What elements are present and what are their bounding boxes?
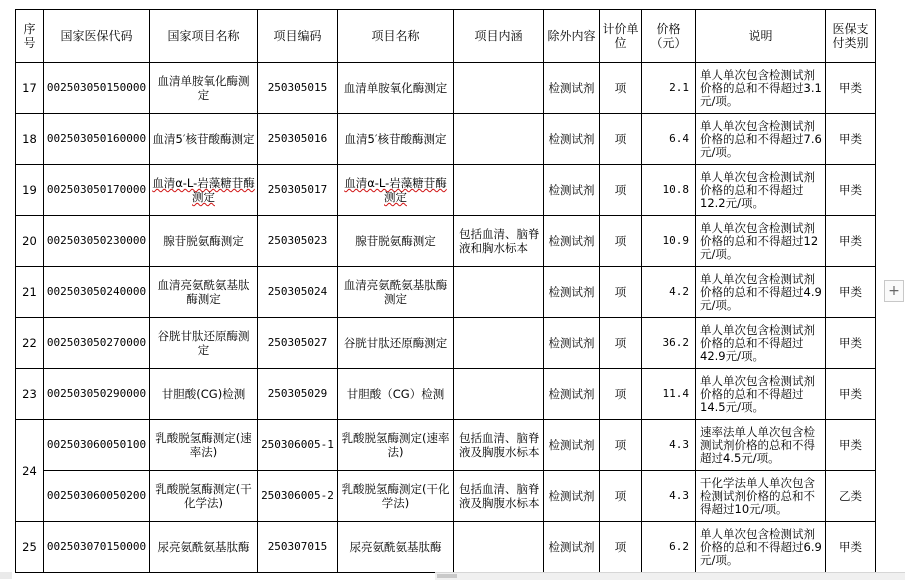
price-table [15, 9, 876, 573]
cell-unit: 项 [600, 267, 642, 318]
cell-national-name: 甘胆酸(CG)检测 [150, 369, 258, 420]
cell-item-name: 甘胆酸（CG）检测 [338, 369, 454, 420]
cell-note: 单人单次包含检测试剂价格的总和不得超过42.9元/项。 [696, 318, 826, 369]
cell-seq: 19 [16, 165, 44, 216]
cell-unit: 项 [600, 471, 642, 522]
table-row [16, 522, 876, 573]
cell-note: 单人单次包含检测试剂价格的总和不得超过14.5元/项。 [696, 369, 826, 420]
cell-exclusion: 检测试剂 [544, 114, 600, 165]
cell-national-code: 002503050150000 [44, 63, 150, 114]
table-row [16, 420, 876, 471]
header-national-code: 国家医保代码 [44, 10, 150, 63]
cell-price: 2.1 [642, 63, 696, 114]
cell-note: 干化学法单人单次包含检测试剂价格的总和不得超过10元/项。 [696, 471, 826, 522]
cell-category: 甲类 [826, 63, 876, 114]
cell-exclusion: 检测试剂 [544, 165, 600, 216]
cell-item-name: 腺苷脱氨酶测定 [338, 216, 454, 267]
cell-national-name: 血清α-L-岩藻糖苷酶测定 [150, 165, 258, 216]
cell-national-code: 002503070150000 [44, 522, 150, 573]
header-national-name: 国家项目名称 [150, 10, 258, 63]
cell-national-code: 002503050160000 [44, 114, 150, 165]
cell-national-code: 002503060050200 [44, 471, 150, 522]
cell-category: 甲类 [826, 420, 876, 471]
cell-content: 包括血清、脑脊液及胸腹水标本 [454, 471, 544, 522]
cell-item-code: 250306005-2 [258, 471, 338, 522]
cell-exclusion: 检测试剂 [544, 318, 600, 369]
cell-category: 甲类 [826, 216, 876, 267]
cell-item-name: 乳酸脱氢酶测定(速率法) [338, 420, 454, 471]
header-row [16, 10, 876, 63]
cell-item-name: 尿亮氨酰氨基肽酶 [338, 522, 454, 573]
cell-seq: 18 [16, 114, 44, 165]
cell-unit: 项 [600, 318, 642, 369]
cell-national-name: 乳酸脱氢酶测定(速率法) [150, 420, 258, 471]
cell-item-code: 250305017 [258, 165, 338, 216]
cell-seq: 21 [16, 267, 44, 318]
cell-seq: 20 [16, 216, 44, 267]
header-seq: 序号 [16, 10, 44, 63]
cell-item-code: 250307015 [258, 522, 338, 573]
cell-price: 6.2 [642, 522, 696, 573]
cell-seq: 23 [16, 369, 44, 420]
cell-unit: 项 [600, 114, 642, 165]
cell-national-code: 002503060050100 [44, 420, 150, 471]
cell-national-code: 002503050270000 [44, 318, 150, 369]
scroll-corner [0, 572, 12, 579]
cell-national-name: 血清单胺氧化酶测定 [150, 63, 258, 114]
cell-note: 单人单次包含检测试剂价格的总和不得超过6.9元/项。 [696, 522, 826, 573]
table-row [16, 369, 876, 420]
cell-category: 甲类 [826, 165, 876, 216]
cell-national-code: 002503050230000 [44, 216, 150, 267]
cell-item-code: 250305027 [258, 318, 338, 369]
cell-note: 单人单次包含检测试剂价格的总和不得超过4.9元/项。 [696, 267, 826, 318]
cell-seq: 17 [16, 63, 44, 114]
cell-category: 甲类 [826, 369, 876, 420]
cell-national-code: 002503050170000 [44, 165, 150, 216]
cell-item-name: 谷胱甘肽还原酶测定 [338, 318, 454, 369]
cell-national-name: 乳酸脱氢酶测定(干化学法) [150, 471, 258, 522]
cell-content [454, 369, 544, 420]
cell-note: 速率法单人单次包含检测试剂价格的总和不得超过4.5元/项。 [696, 420, 826, 471]
cell-content: 包括血清、脑脊液及胸腹水标本 [454, 420, 544, 471]
cell-national-name: 血清5′核苷酸酶测定 [150, 114, 258, 165]
cell-content: 包括血清、脑脊液和胸水标本 [454, 216, 544, 267]
cell-category: 甲类 [826, 522, 876, 573]
table-row [16, 165, 876, 216]
scrollbar-thumb[interactable] [437, 574, 457, 578]
cell-item-code: 250306005-1 [258, 420, 338, 471]
cell-national-code: 002503050240000 [44, 267, 150, 318]
cell-item-code: 250305015 [258, 63, 338, 114]
cell-note: 单人单次包含检测试剂价格的总和不得超过12元/项。 [696, 216, 826, 267]
cell-price: 11.4 [642, 369, 696, 420]
cell-unit: 项 [600, 165, 642, 216]
cell-item-code: 250305016 [258, 114, 338, 165]
cell-price: 36.2 [642, 318, 696, 369]
cell-price: 4.3 [642, 420, 696, 471]
table-row [16, 63, 876, 114]
cell-category: 乙类 [826, 471, 876, 522]
cell-category: 甲类 [826, 114, 876, 165]
cell-price: 4.3 [642, 471, 696, 522]
cell-note: 单人单次包含检测试剂价格的总和不得超过7.6元/项。 [696, 114, 826, 165]
cell-content [454, 114, 544, 165]
cell-national-name: 尿亮氨酰氨基肽酶 [150, 522, 258, 573]
cell-item-name: 血清单胺氧化酶测定 [338, 63, 454, 114]
header-note: 说明 [696, 10, 826, 63]
table-row [16, 114, 876, 165]
cell-content [454, 165, 544, 216]
header-category: 医保支付类别 [826, 10, 876, 63]
cell-content [454, 522, 544, 573]
price-table-sheet [15, 9, 876, 573]
cell-content [454, 63, 544, 114]
cell-seq: 22 [16, 318, 44, 369]
cell-item-name: 血清α-L-岩藻糖苷酶测定 [338, 165, 454, 216]
cell-item-name: 乳酸脱氢酶测定(干化学法) [338, 471, 454, 522]
table-row [16, 471, 876, 522]
cell-exclusion: 检测试剂 [544, 369, 600, 420]
cell-exclusion: 检测试剂 [544, 420, 600, 471]
cell-national-code: 002503050290000 [44, 369, 150, 420]
cell-content [454, 267, 544, 318]
cell-price: 6.4 [642, 114, 696, 165]
cell-price: 10.9 [642, 216, 696, 267]
cell-unit: 项 [600, 522, 642, 573]
cell-exclusion: 检测试剂 [544, 471, 600, 522]
cell-item-name: 血清亮氨酰氨基肽酶测定 [338, 267, 454, 318]
header-item-name: 项目名称 [338, 10, 454, 63]
cell-exclusion: 检测试剂 [544, 522, 600, 573]
table-row [16, 318, 876, 369]
cell-unit: 项 [600, 420, 642, 471]
cell-category: 甲类 [826, 267, 876, 318]
header-item-code: 项目编码 [258, 10, 338, 63]
cell-exclusion: 检测试剂 [544, 63, 600, 114]
cell-unit: 项 [600, 369, 642, 420]
cell-item-code: 250305029 [258, 369, 338, 420]
header-unit: 计价单位 [600, 10, 642, 63]
add-column-button[interactable]: + [884, 280, 904, 302]
cell-national-name: 谷胱甘肽还原酶测定 [150, 318, 258, 369]
table-row [16, 216, 876, 267]
cell-seq: 24 [16, 420, 44, 522]
cell-national-name: 血清亮氨酰氨基肽酶测定 [150, 267, 258, 318]
cell-seq: 25 [16, 522, 44, 573]
cell-item-name: 血清5′核苷酸酶测定 [338, 114, 454, 165]
cell-note: 单人单次包含检测试剂价格的总和不得超过12.2元/项。 [696, 165, 826, 216]
cell-content [454, 318, 544, 369]
header-exclusion: 除外内容 [544, 10, 600, 63]
cell-exclusion: 检测试剂 [544, 267, 600, 318]
cell-item-code: 250305024 [258, 267, 338, 318]
table-row [16, 267, 876, 318]
header-price: 价格（元） [642, 10, 696, 63]
cell-price: 10.8 [642, 165, 696, 216]
cell-category: 甲类 [826, 318, 876, 369]
cell-price: 4.2 [642, 267, 696, 318]
cell-item-code: 250305023 [258, 216, 338, 267]
cell-exclusion: 检测试剂 [544, 216, 600, 267]
cell-national-name: 腺苷脱氨酶测定 [150, 216, 258, 267]
cell-unit: 项 [600, 216, 642, 267]
header-content: 项目内涵 [454, 10, 544, 63]
cell-note: 单人单次包含检测试剂价格的总和不得超过3.1元/项。 [696, 63, 826, 114]
cell-unit: 项 [600, 63, 642, 114]
